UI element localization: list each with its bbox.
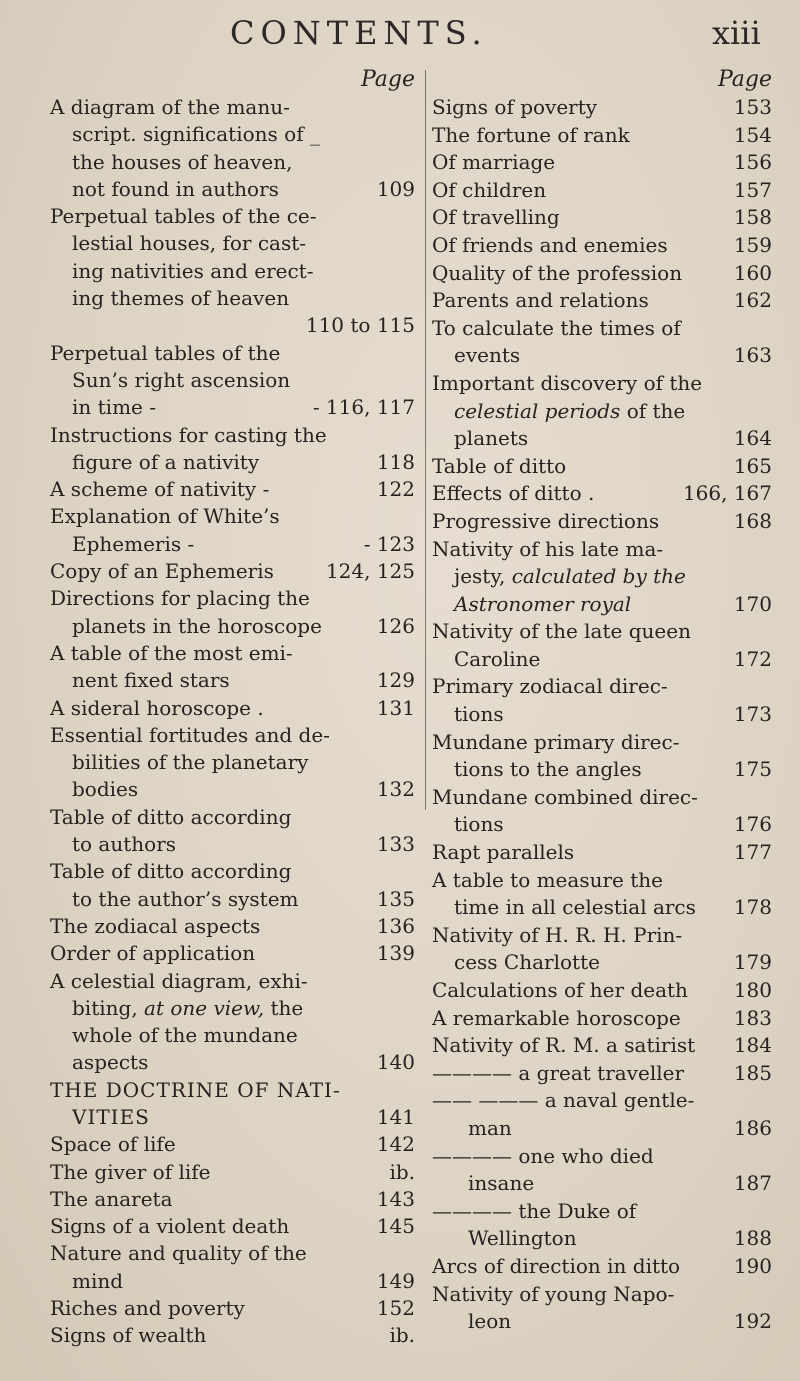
contents-entry xyxy=(50,1268,425,1295)
entry-title: aspects xyxy=(72,1050,149,1075)
entry-title: ing nativities and erect- xyxy=(72,258,314,283)
contents-entry xyxy=(50,968,425,995)
entry-title: Table of ditto according xyxy=(50,859,292,884)
entry-title: Parents and relations xyxy=(432,288,649,313)
contents-entry xyxy=(432,729,772,757)
entry-title: VITIES xyxy=(72,1104,150,1129)
contents-entry xyxy=(50,886,425,913)
contents-entry xyxy=(432,1115,772,1143)
entry-title: Ephemeris - xyxy=(72,531,195,556)
entry-title: nent fixed stars xyxy=(72,668,230,693)
entry-page-number: 154 xyxy=(733,122,772,147)
entry-title: in time - xyxy=(72,395,156,420)
entry-page-number: 109 xyxy=(376,176,415,201)
entry-title: leon xyxy=(468,1309,512,1334)
entry-page-number: 159 xyxy=(733,232,772,257)
contents-entry xyxy=(432,563,772,591)
contents-entry xyxy=(432,260,772,288)
entry-page-number: 142 xyxy=(376,1132,415,1157)
entry-page-number: 192 xyxy=(733,1309,772,1334)
entry-page-number: 170 xyxy=(733,591,772,616)
entry-title: —— ——— a naval gentle- xyxy=(432,1088,695,1113)
entry-title: mind xyxy=(72,1268,124,1293)
entry-title: Nativity of his late ma- xyxy=(432,536,664,561)
contents-entry xyxy=(50,640,425,667)
entry-title: the houses of heaven, xyxy=(72,149,293,174)
contents-entry xyxy=(432,867,772,895)
contents-entry xyxy=(432,342,772,370)
italic-phrase: Astronomer royal xyxy=(454,591,632,616)
entry-title: The giver of life xyxy=(50,1159,211,1184)
contents-entry xyxy=(432,839,772,867)
contents-entry xyxy=(50,831,425,858)
contents-entry xyxy=(432,1060,772,1088)
contents-entry xyxy=(432,756,772,784)
entry-title: Progressive directions xyxy=(432,508,660,533)
entry-title: Nativity of H. R. H. Prin- xyxy=(432,922,683,947)
entry-page-number: - 116, 117 xyxy=(312,395,415,420)
entry-title: A remarkable horoscope xyxy=(432,1005,681,1030)
entry-title: Perpetual tables of the ce- xyxy=(50,204,317,229)
entry-page-number: 140 xyxy=(376,1050,415,1075)
entry-title: lestial houses, for cast- xyxy=(72,231,307,256)
entry-title: tions xyxy=(454,812,504,837)
entry-title: The zodiacal aspects xyxy=(50,913,261,938)
entry-title: A table to measure the xyxy=(432,867,663,892)
contents-entry xyxy=(432,894,772,922)
entry-title: Essential fortitudes and de- xyxy=(50,722,330,747)
italic-phrase: at one view, xyxy=(144,995,265,1020)
contents-entry xyxy=(432,673,772,701)
entry-title: The fortune of rank xyxy=(432,122,630,147)
entry-page-number: 185 xyxy=(733,1060,772,1085)
entry-title: ———— a great traveller xyxy=(432,1060,685,1085)
entry-page-number: 158 xyxy=(733,205,772,230)
entry-page-number: 152 xyxy=(376,1296,415,1321)
contents-column-left xyxy=(50,66,425,1350)
entry-title: Nature and quality of the xyxy=(50,1241,307,1266)
entry-title: Caroline xyxy=(454,646,541,671)
entry-title: THE DOCTRINE OF NATI- xyxy=(50,1077,341,1102)
entry-page-number: 168 xyxy=(733,508,772,533)
contents-entry xyxy=(50,695,425,722)
contents-entry xyxy=(50,1240,425,1267)
contents-entry xyxy=(50,940,425,967)
contents-entry xyxy=(432,425,772,453)
entry-page-number: 145 xyxy=(376,1214,415,1239)
contents-entry xyxy=(432,480,772,508)
entry-title: whole of the mundane xyxy=(72,1023,298,1048)
contents-entry xyxy=(50,1104,425,1131)
entry-page-number: 179 xyxy=(733,950,772,975)
entry-page-number: 172 xyxy=(733,646,772,671)
contents-list-right xyxy=(432,94,772,1336)
entry-title: To calculate the times of xyxy=(432,315,681,340)
contents-entry xyxy=(432,1253,772,1281)
entry-title: Of friends and enemies xyxy=(432,232,668,257)
entry-title: Quality of the profession xyxy=(432,260,683,285)
entry-title: Nativity of R. M. a satirist xyxy=(432,1033,696,1058)
entry-page-number: 180 xyxy=(733,978,772,1002)
entry-page-number: 186 xyxy=(733,1115,772,1140)
contents-entry xyxy=(432,1198,772,1226)
entry-title: cess Charlotte xyxy=(454,950,600,975)
entry-page-number: 187 xyxy=(733,1171,772,1196)
entry-title: Important discovery of the xyxy=(432,370,703,395)
contents-entry xyxy=(432,701,772,729)
entry-page-number: 129 xyxy=(376,668,415,693)
entry-page-number: 160 xyxy=(733,260,772,285)
contents-entry xyxy=(432,618,772,646)
entry-page-number: 141 xyxy=(376,1104,415,1129)
entry-title xyxy=(454,591,631,619)
entry-title: Instructions for casting the xyxy=(50,422,327,447)
entry-title: ———— the Duke of xyxy=(432,1198,637,1223)
entry-page-number: 143 xyxy=(376,1186,415,1211)
contents-entry xyxy=(432,1032,772,1060)
entry-title: Riches and poverty xyxy=(50,1296,245,1321)
contents-entry xyxy=(50,176,425,203)
contents-entry xyxy=(50,858,425,885)
contents-entry xyxy=(50,449,425,476)
contents-entry xyxy=(432,1225,772,1253)
contents-entry xyxy=(50,476,425,503)
entry-page-number: 157 xyxy=(733,177,772,202)
contents-column-right xyxy=(432,66,772,1336)
entry-title: ing themes of heaven xyxy=(72,286,290,311)
entry-title: tions xyxy=(454,702,504,727)
entry-title: Nativity of young Napo- xyxy=(432,1281,675,1306)
contents-entry xyxy=(50,230,425,257)
contents-entry xyxy=(50,585,425,612)
entry-title: events xyxy=(454,343,521,368)
entry-page-number: 166, 167 xyxy=(682,481,772,506)
entry-title: celestial periods of the xyxy=(454,398,686,423)
entry-title: Mundane combined direc- xyxy=(432,784,698,809)
contents-entry xyxy=(432,149,772,177)
entry-title: Rapt parallels xyxy=(432,840,575,865)
contents-entry xyxy=(432,287,772,315)
italic-phrase: celestial periods xyxy=(454,398,621,423)
contents-entry xyxy=(50,149,425,176)
contents-entry xyxy=(50,913,425,940)
entry-page-number: ib. xyxy=(389,1323,415,1348)
entry-title: planets in the horoscope xyxy=(72,613,322,638)
contents-entry xyxy=(50,749,425,776)
entry-title: Arcs of direction in ditto xyxy=(432,1253,681,1278)
entry-title: Sun’s right ascension xyxy=(72,367,291,392)
entry-title: Wellington xyxy=(468,1226,577,1251)
entry-title: Space of life xyxy=(50,1132,176,1157)
entry-title: insane xyxy=(468,1171,535,1196)
entry-page-number: 173 xyxy=(733,702,772,727)
contents-entry xyxy=(50,1131,425,1158)
entry-page-number: 153 xyxy=(733,95,772,119)
entry-title: Copy of an Ephemeris xyxy=(50,559,274,584)
entry-page-number: 183 xyxy=(733,1005,772,1030)
contents-entry xyxy=(50,613,425,640)
contents-entry xyxy=(50,558,425,585)
contents-entry xyxy=(50,394,425,421)
entry-title: not found in authors xyxy=(72,176,279,201)
running-title: CONTENTS. xyxy=(230,14,488,52)
contents-entry xyxy=(50,722,425,749)
entry-page-number: 184 xyxy=(733,1033,772,1058)
entry-title: Perpetual tables of the xyxy=(50,340,281,365)
entry-page-number: 133 xyxy=(376,832,415,857)
entry-page-number: 178 xyxy=(733,895,772,920)
entry-page-number: 163 xyxy=(733,343,772,368)
contents-entry xyxy=(50,667,425,694)
contents-entry xyxy=(50,312,425,339)
entry-title: Order of application xyxy=(50,941,256,966)
entry-title: A celestial diagram, exhi- xyxy=(50,968,308,993)
contents-entry xyxy=(50,340,425,367)
entry-title: Of travelling xyxy=(432,205,560,230)
entry-title: Mundane primary direc- xyxy=(432,729,680,754)
contents-entry xyxy=(50,531,425,558)
entry-page-number: ib. xyxy=(389,1159,415,1184)
entry-title: Directions for placing the xyxy=(50,586,310,611)
entry-title: Calculations of her death xyxy=(432,978,688,1002)
contents-entry xyxy=(432,177,772,205)
contents-entry xyxy=(50,203,425,230)
entry-title: Signs of wealth xyxy=(50,1323,207,1348)
contents-entry xyxy=(50,422,425,449)
entry-title: to the author’s system xyxy=(72,886,299,911)
contents-entry xyxy=(432,536,772,564)
contents-entry xyxy=(50,804,425,831)
contents-entry xyxy=(432,646,772,674)
entry-page-number: 165 xyxy=(733,453,772,478)
entry-title: Table of ditto according xyxy=(50,804,292,829)
entry-page-number: 139 xyxy=(376,941,415,966)
entry-title: bodies xyxy=(72,777,139,802)
contents-entry xyxy=(50,1213,425,1240)
contents-entry xyxy=(432,94,772,122)
entry-title: A scheme of nativity - xyxy=(50,477,270,502)
entry-page-number: 124, 125 xyxy=(325,559,415,584)
contents-list-left xyxy=(50,94,425,1350)
contents-entry xyxy=(50,1159,425,1186)
contents-entry xyxy=(432,922,772,950)
contents-entry xyxy=(50,1186,425,1213)
entry-title: Table of ditto xyxy=(432,453,567,478)
contents-entry xyxy=(432,1308,772,1336)
entry-title: script. significations of _ xyxy=(72,122,320,147)
entry-title: The anareta xyxy=(50,1186,173,1211)
contents-entry xyxy=(432,811,772,839)
contents-entry xyxy=(50,1022,425,1049)
entry-title: time in all celestial arcs xyxy=(454,895,696,920)
entry-page-number: 118 xyxy=(376,449,415,474)
entry-page-number: 132 xyxy=(376,777,415,802)
entry-title: Of marriage xyxy=(432,150,556,175)
entry-page-number: 190 xyxy=(733,1253,772,1278)
entry-title: Of children xyxy=(432,177,547,202)
contents-entry xyxy=(432,1087,772,1115)
entry-page-number: 122 xyxy=(376,477,415,502)
contents-entry xyxy=(432,1170,772,1198)
contents-entry xyxy=(50,94,425,121)
entry-title: Explanation of White’s xyxy=(50,504,280,529)
entry-title: bilities of the planetary xyxy=(72,750,309,775)
entry-title: Signs of a violent death xyxy=(50,1214,290,1239)
contents-entry xyxy=(50,1322,425,1349)
contents-entry xyxy=(50,1077,425,1104)
contents-entry xyxy=(432,232,772,260)
entry-title: Signs of poverty xyxy=(432,95,598,119)
page-header xyxy=(0,0,800,56)
italic-phrase: calculated by the xyxy=(511,564,686,589)
entry-page-number: 164 xyxy=(733,426,772,451)
entry-title: figure of a nativity xyxy=(72,449,260,474)
entry-title: Primary zodiacal direc- xyxy=(432,674,668,699)
contents-entry xyxy=(432,398,772,426)
entry-page-number: 131 xyxy=(376,695,415,720)
entry-page-number: 110 to 115 xyxy=(305,313,415,338)
column-rule xyxy=(425,70,426,810)
page-column-label: Page xyxy=(717,67,772,92)
contents-entry xyxy=(50,995,425,1022)
entry-title: Effects of ditto . xyxy=(432,481,595,506)
contents-entry xyxy=(50,776,425,803)
contents-entry xyxy=(50,285,425,312)
entry-title: ———— one who died xyxy=(432,1143,654,1168)
page-folio: xiii xyxy=(712,14,761,52)
contents-entry xyxy=(50,503,425,530)
entry-title: A sideral horoscope . xyxy=(50,695,264,720)
page-column-label: Page xyxy=(360,67,415,92)
entry-page-number: 135 xyxy=(376,886,415,911)
contents-entry xyxy=(432,204,772,232)
contents-entry xyxy=(50,1049,425,1076)
contents-entry xyxy=(432,1143,772,1171)
entry-title: biting, at one view, the xyxy=(72,995,304,1020)
entry-page-number: - 123 xyxy=(363,531,415,556)
contents-entry xyxy=(432,949,772,977)
entry-page-number: 177 xyxy=(733,840,772,865)
contents-entry xyxy=(432,1281,772,1309)
entry-page-number: 126 xyxy=(376,613,415,638)
entry-title: A diagram of the manu- xyxy=(50,95,290,119)
contents-entry xyxy=(50,121,425,148)
contents-entry xyxy=(432,508,772,536)
entry-title: tions to the angles xyxy=(454,757,642,782)
entry-title: jesty, calculated by the xyxy=(454,564,686,589)
contents-entry xyxy=(432,977,772,1005)
contents-entry xyxy=(432,315,772,343)
entry-page-number: 149 xyxy=(376,1268,415,1293)
entry-page-number: 176 xyxy=(733,812,772,837)
entry-page-number: 156 xyxy=(733,150,772,175)
contents-entry xyxy=(432,591,772,619)
entry-title: to authors xyxy=(72,832,177,857)
entry-page-number: 188 xyxy=(733,1226,772,1251)
contents-entry xyxy=(50,258,425,285)
entry-title: Nativity of the late queen xyxy=(432,619,691,644)
entry-title: planets xyxy=(454,426,529,451)
contents-entry xyxy=(432,370,772,398)
contents-entry xyxy=(432,122,772,150)
entry-title: A table of the most emi- xyxy=(50,640,293,665)
entry-page-number: 136 xyxy=(376,913,415,938)
contents-entry xyxy=(432,453,772,481)
contents-entry xyxy=(432,1005,772,1033)
entry-page-number: 175 xyxy=(733,757,772,782)
contents-entry xyxy=(50,1295,425,1322)
contents-entry xyxy=(432,784,772,812)
entry-title: man xyxy=(468,1115,512,1140)
contents-entry xyxy=(50,367,425,394)
entry-page-number: 162 xyxy=(733,288,772,313)
